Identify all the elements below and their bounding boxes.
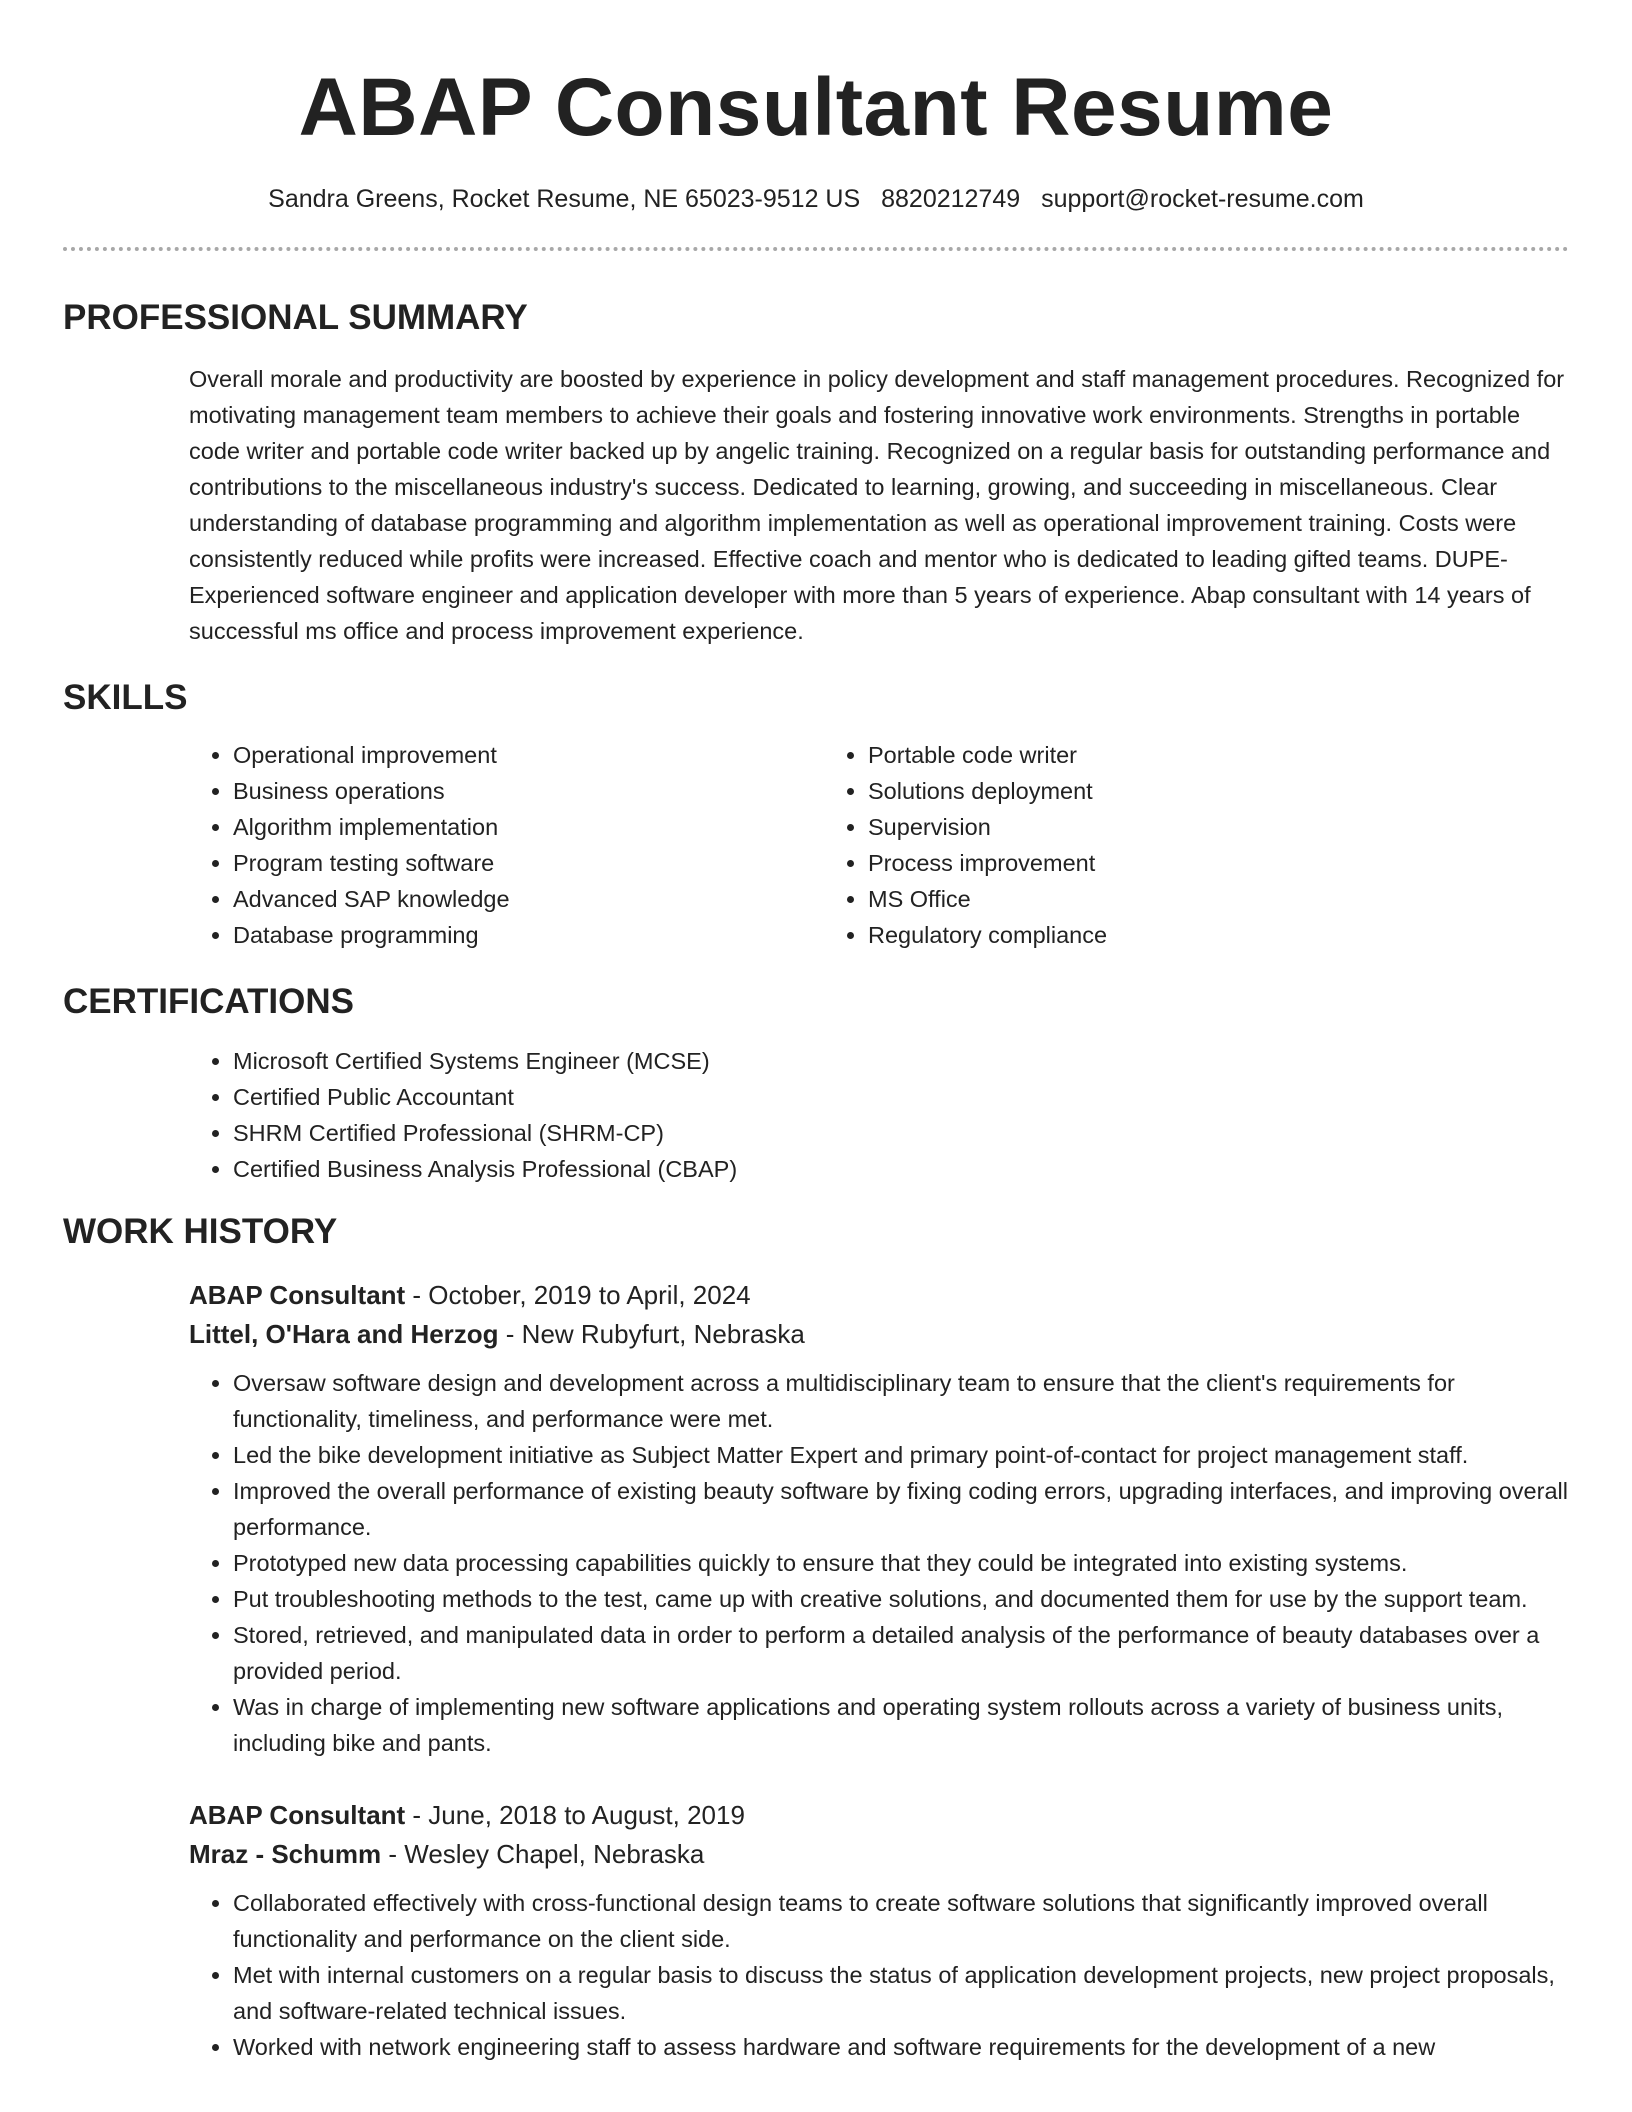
contact-phone: 8820212749 (881, 185, 1021, 213)
skills-list (63, 737, 1569, 953)
job-company-line (189, 1315, 1569, 1354)
contact-info (63, 183, 1569, 215)
job-title-line (189, 1276, 1569, 1315)
responsibility-item: • Led the bike development initiative as Subject Matter Expert and primary point-of-contact for project management staff. (233, 1437, 1569, 1473)
skill-item: • Solutions deployment (868, 773, 1424, 809)
summary-heading: PROFESSIONAL SUMMARY (63, 298, 528, 337)
responsibility-item: • Collaborated effectively with cross-functional design teams to create software solutions that significantly improved overall functionality and performance on the client side. (233, 1885, 1569, 1957)
certification-item: • Certified Business Analysis Professional (CBAP) (233, 1151, 1569, 1187)
responsibility-item: • Worked with network engineering staff to assess hardware and software requirements for the development of a new (233, 2029, 1569, 2065)
job-title: ABAP Consultant (189, 1800, 406, 1830)
job-dates: - June, 2018 to August, 2019 (405, 1800, 745, 1830)
job-title-line (189, 1796, 1569, 1835)
job-dates: - October, 2019 to April, 2024 (405, 1280, 751, 1310)
skill-item: • Portable code writer (868, 737, 1424, 773)
certification-item: • SHRM Certified Professional (SHRM-CP) (233, 1115, 1569, 1151)
certifications-heading: CERTIFICATIONS (63, 982, 355, 1021)
job-location: - New Rubyfurt, Nebraska (498, 1319, 805, 1349)
certifications-list (189, 1043, 1569, 1187)
summary-text: Overall morale and productivity are boosted by experience in policy development and staff management procedures. Recognized for motivating management team members to achieve their goals and fostering innovative work environments. Strengths in portable code writer and portable code writer backed up by angelic training. Recognized on a regular basis for outstanding performance and contributions to the miscellaneous industry's success. Dedicated to learning, growing, and succeeding in miscellaneous. Clear understanding of database programming and algorithm implementation as well as operational improvement training. Costs were consistently reduced while profits were increased. Effective coach and mentor who is dedicated to leading gifted teams. DUPE- Experienced software engineer and application developer with more than 5 years of experience. Abap consultant with 14 years of successful ms office and process improvement experience. (189, 366, 1565, 644)
responsibility-item: • Was in charge of implementing new software applications and operating system rollouts across a variety of business units, including bike and pants. (233, 1689, 1569, 1761)
job-company: Mraz - Schumm (189, 1839, 382, 1869)
job-responsibilities (189, 1365, 1569, 1761)
job-company-line (189, 1835, 1569, 1874)
skill-item: • Algorithm implementation (233, 809, 824, 845)
responsibility-item: • Met with internal customers on a regular basis to discuss the status of application development projects, new project proposals, and software-related technical issues. (233, 1957, 1569, 2029)
responsibility-item: • Prototyped new data processing capabilities quickly to ensure that they could be integrated into existing systems. (233, 1545, 1569, 1581)
job-responsibilities (189, 1885, 1569, 2065)
responsibility-item: • Stored, retrieved, and manipulated data in order to perform a detailed analysis of the performance of beauty databases over a provided period. (233, 1617, 1569, 1689)
job-title: ABAP Consultant (189, 1280, 406, 1310)
responsibility-item: • Oversaw software design and development across a multidisciplinary team to ensure that the client's requirements for functionality, timeliness, and performance were met. (233, 1365, 1569, 1437)
certification-item: • Certified Public Accountant (233, 1079, 1569, 1115)
job-entry (189, 1276, 1569, 1761)
contact-email: support@rocket-resume.com (1041, 185, 1364, 213)
skills-heading: SKILLS (63, 678, 188, 717)
skills-column-1 (189, 737, 824, 953)
skill-item: • Advanced SAP knowledge (233, 881, 824, 917)
skill-item: • Operational improvement (233, 737, 824, 773)
skill-item: • Program testing software (233, 845, 824, 881)
job-location: - Wesley Chapel, Nebraska (381, 1839, 705, 1869)
responsibility-item: • Put troubleshooting methods to the test, came up with creative solutions, and documented them for use by the support team. (233, 1581, 1569, 1617)
job-company: Littel, O'Hara and Herzog (189, 1319, 499, 1349)
skill-item: • MS Office (868, 881, 1424, 917)
skills-column-2 (824, 737, 1424, 953)
responsibility-item: • Improved the overall performance of existing beauty software by fixing coding errors, upgrading interfaces, and improving overall performance. (233, 1473, 1569, 1545)
skill-item: • Regulatory compliance (868, 917, 1424, 953)
resume-title: ABAP Consultant Resume (298, 62, 1334, 153)
job-entry (189, 1796, 1569, 2065)
header-divider (63, 247, 1569, 251)
work-history-heading: WORK HISTORY (63, 1212, 338, 1251)
skill-item: • Database programming (233, 917, 824, 953)
contact-address: Sandra Greens, Rocket Resume, NE 65023-9512 US (268, 185, 861, 213)
skill-item: • Supervision (868, 809, 1424, 845)
certification-item: • Microsoft Certified Systems Engineer (MCSE) (233, 1043, 1569, 1079)
skill-item: • Business operations (233, 773, 824, 809)
skill-item: • Process improvement (868, 845, 1424, 881)
